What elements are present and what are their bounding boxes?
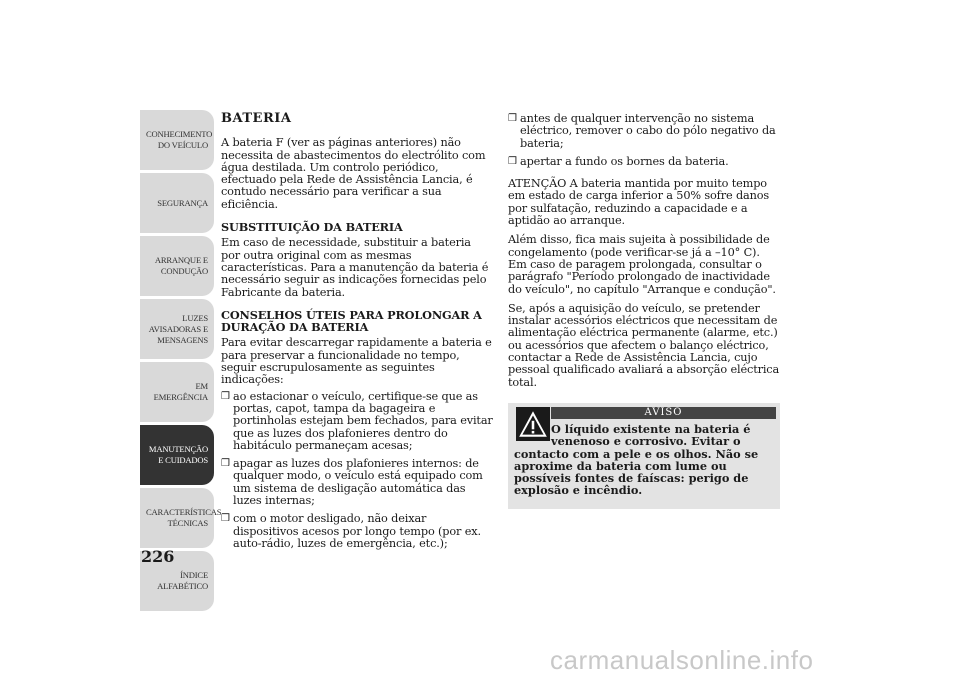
- warning-line-2: venenoso e corrosivo. Evitar o: [551, 434, 741, 449]
- list-item-text: apertar a fundo os bornes da bateria.: [520, 154, 729, 168]
- tab-label: EM EMERGÊNCIA: [153, 381, 208, 402]
- replacement-paragraph: Em caso de necessidade, substituir a bateria por outra original com as mesmas características. Para a manutenção da bateria é necessário seguir as indicações fornecidas pelo Fabricante da bateria.: [221, 236, 489, 299]
- checkbox-bullet-icon: ❒: [221, 390, 230, 402]
- warning-header: AVISO: [551, 407, 776, 419]
- tips-paragraph: Para evitar descarregar rapidamente a bateria e para preservar a funcionalidade no tempo, seguir escrupulosamente as seguintes indicações:: [221, 336, 492, 387]
- page-number: 226: [141, 547, 175, 566]
- tab-luzes[interactable]: [140, 299, 214, 359]
- checkbox-bullet-icon: ❒: [508, 113, 517, 124]
- tab-label: LUZES AVISADORAS E MENSAGENS: [148, 312, 208, 345]
- list-item: [221, 513, 493, 550]
- list-item: [221, 391, 493, 452]
- tab-emergencia[interactable]: [140, 362, 214, 422]
- checkbox-bullet-icon: ❒: [221, 513, 230, 525]
- section-title: BATERIA: [221, 111, 292, 126]
- warning-line-1: O líquido existente na bateria é: [551, 422, 751, 436]
- tab-label: ARRANQUE E CONDUÇÃO: [154, 255, 208, 276]
- list-item: [508, 113, 780, 150]
- list-item-text: com o motor desligado, não deixar dispositivos acesos por longo tempo (por ex. auto-rádio, luzes de emergência, etc.);: [233, 512, 481, 550]
- tab-conhecimento[interactable]: [140, 110, 214, 170]
- subsection-title-replacement: SUBSTITUIÇÃO DA BATERIA: [221, 220, 403, 235]
- list-item-text: ao estacionar o veículo, certifique-se que as portas, capot, tampa da bagageira e portinholas estejam bem fechados, para evitar que as luzes dos plafonieres dentro do habitáculo permaneçam acesas;: [233, 389, 493, 452]
- checkbox-bullet-icon: ❒: [221, 458, 230, 470]
- tab-manutencao[interactable]: [140, 425, 214, 485]
- list-item: [221, 458, 493, 507]
- tab-label: ÍNDICE ALFABÉTICO: [157, 570, 208, 591]
- intro-paragraph: A bateria F (ver as páginas anteriores) não necessita de abastecimentos do electrólito com água destilada. Um controlo periódico, efectuado pela Rede de Assistência Lancia, é contudo necessário para verificar a sua eficiência.: [221, 136, 486, 211]
- list-item-text: antes de qualquer intervenção no sistema eléctrico, remover o cabo do pólo negativo da bateria;: [520, 112, 776, 150]
- tab-label: MANUTENÇÃO E CUIDADOS: [148, 444, 208, 465]
- list-item-text: apagar as luzes dos plafonieres internos: de qualquer modo, o veículo está equipado com um sistema de desligação automática das luzes internas;: [233, 457, 483, 508]
- list-item: [508, 156, 780, 168]
- warning-line-rest: contacto com a pele e os olhos. Não se aproxime da bateria com lume ou possíveis fontes de faíscas: perigo de explosão e incêndio.: [514, 446, 759, 498]
- watermark: carmanualsonline.info: [550, 645, 814, 675]
- tab-caracteristicas[interactable]: [140, 488, 222, 548]
- subsection-title-tips: CONSELHOS ÚTEIS PARA PROLONGAR A DURAÇÃO DA BATERIA: [221, 307, 482, 335]
- checkbox-bullet-icon: ❒: [508, 155, 517, 167]
- tab-arranque[interactable]: [140, 236, 214, 296]
- accessories-paragraph: Se, após a aquisição do veículo, se pretender instalar acessórios eléctricos que necessitam de alimentação eléctrica permanente (alarme, etc.) ou acessórios que afectem o balanço eléctrico, contactar a Rede de Assistência Lancia, cujo pessoal qualificado avaliará a absorção eléctrica total.: [508, 301, 780, 389]
- tab-label: CONHECIMENTO DO VEÍCULO: [146, 129, 213, 150]
- tab-label: SEGURANÇA: [157, 197, 208, 208]
- attention-paragraph: ATENÇÃO A bateria mantida por muito tempo em estado de carga inferior a 50% sofre danos por sulfatação, reduzindo a capacidade e a aptidão ao arranque.: [508, 177, 770, 228]
- warning-text: [508, 423, 776, 497]
- tab-label: CARACTERÍSTICAS TÉCNICAS: [146, 507, 222, 528]
- freezing-paragraph: Além disso, fica mais sujeita à possibilidade de congelamento (pode verificar-se já a –10° C). Em caso de paragem prolongada, consultar o parágrafo "Período prolongado de inactividade do veículo", no capítulo "Arranque e condução".: [508, 233, 776, 296]
- warning-box: [508, 403, 780, 509]
- column-left: [221, 113, 493, 556]
- tab-seguranca[interactable]: [140, 173, 214, 233]
- chapter-sidebar: [140, 110, 222, 614]
- column-right: [508, 113, 780, 396]
